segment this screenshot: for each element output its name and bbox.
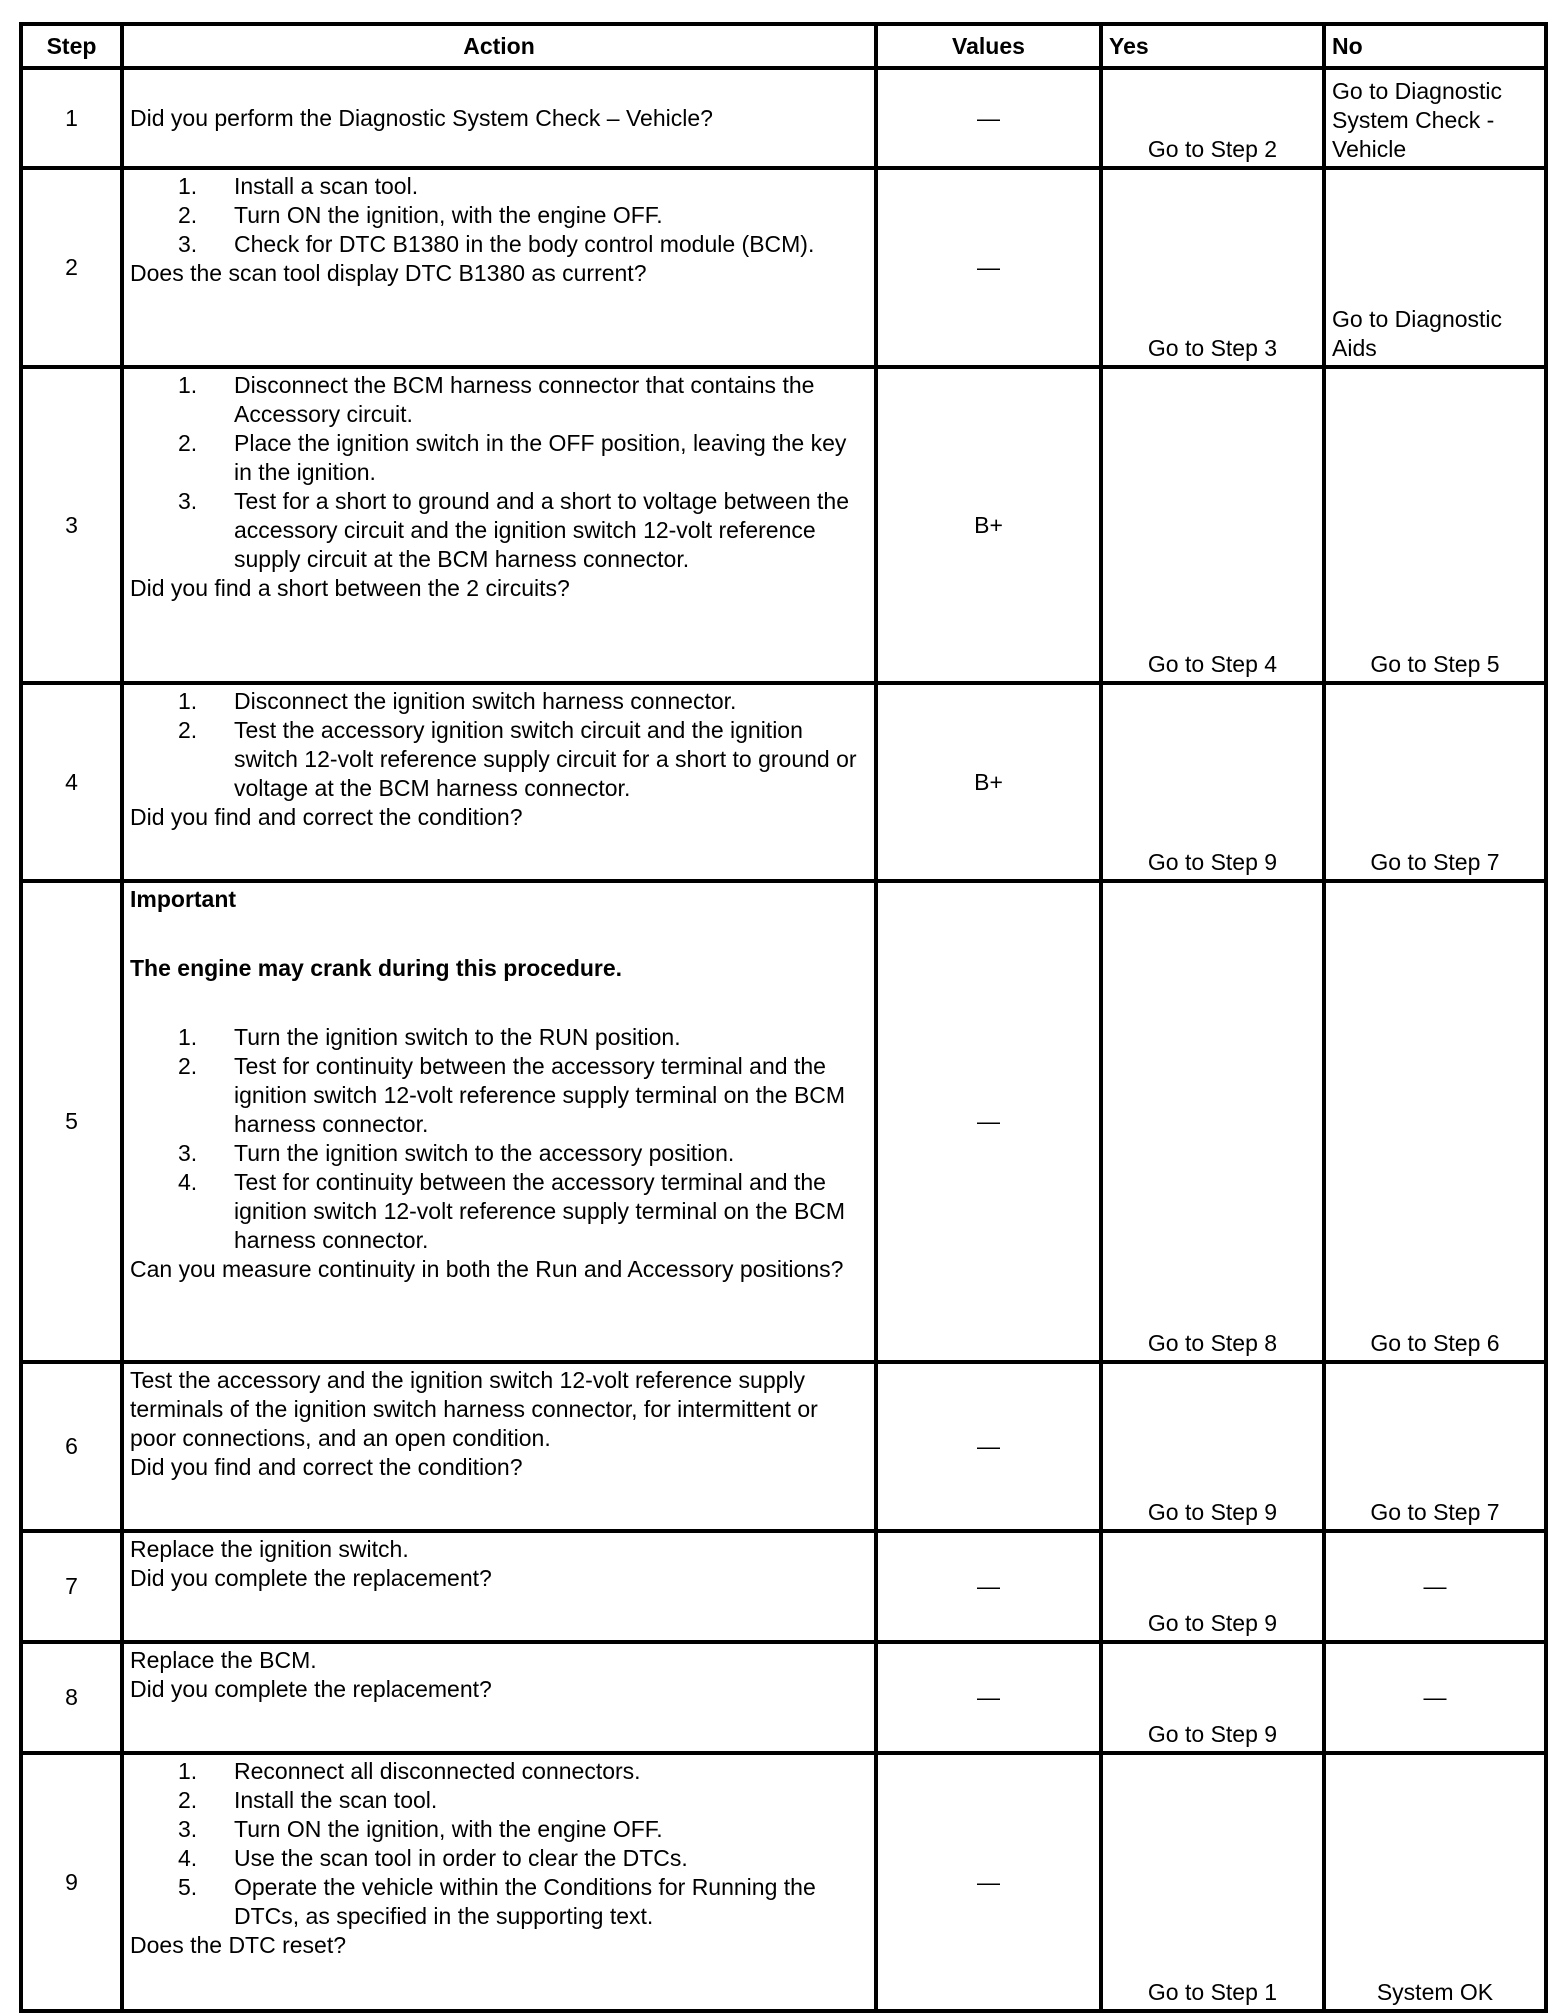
yes-cell: Go to Step 9 [1101, 683, 1324, 881]
substep-list [130, 1023, 868, 1255]
substep-list [130, 687, 868, 803]
values-cell: — [876, 881, 1101, 1362]
substep-text: Test the accessory ignition switch circuit and the ignition switch 12-volt reference supply circuit for a short to ground or voltage at the BCM harness connector. [234, 717, 857, 801]
no-cell: System OK [1324, 1753, 1546, 2011]
action-text: Replace the ignition switch. [130, 1536, 409, 1562]
action-question: Does the scan tool display DTC B1380 as current? [130, 260, 647, 286]
substep-text: Check for DTC B1380 in the body control module (BCM). [234, 231, 815, 257]
substep-number: 1. [178, 1024, 198, 1050]
action-cell [122, 367, 876, 683]
table-row [21, 1531, 1546, 1642]
no-cell: Go to Step 7 [1324, 1362, 1546, 1531]
substep-number: 2. [178, 1053, 198, 1079]
substep-number: 1. [178, 372, 198, 398]
step-number: 5 [21, 881, 122, 1362]
important-note: The engine may crank during this procedure. [130, 955, 623, 981]
substep-number: 1. [178, 1758, 198, 1784]
action-question: Did you complete the replacement? [130, 1676, 492, 1702]
substep-text: Test for continuity between the accessory terminal and the ignition switch 12-volt reference supply terminal on the BCM harness connector. [234, 1169, 846, 1253]
step-number: 8 [21, 1642, 122, 1753]
substep-number: 1. [178, 173, 198, 199]
values-cell: — [876, 168, 1101, 367]
values-cell: — [876, 1642, 1101, 1753]
action-cell [122, 168, 876, 367]
table-row [21, 1642, 1546, 1753]
substep-text: Reconnect all disconnected connectors. [234, 1758, 641, 1784]
list-item [130, 201, 868, 230]
step-number: 6 [21, 1362, 122, 1531]
substep-text: Turn the ignition switch to the RUN position. [234, 1024, 681, 1050]
action-cell [122, 1753, 876, 2011]
action-question: Did you find and correct the condition? [130, 1454, 523, 1480]
action-question: Does the DTC reset? [130, 1932, 347, 1958]
action-cell [122, 683, 876, 881]
step-number: 2 [21, 168, 122, 367]
substep-list [130, 371, 868, 574]
header-values: Values [876, 24, 1101, 68]
values-cell: B+ [876, 367, 1101, 683]
action-question: Can you measure continuity in both the Run and Accessory positions? [130, 1256, 844, 1282]
substep-text: Turn the ignition switch to the accessory position. [234, 1140, 735, 1166]
step-number: 7 [21, 1531, 122, 1642]
list-item [130, 230, 868, 259]
action-question: Did you complete the replacement? [130, 1565, 492, 1591]
substep-number: 3. [178, 231, 198, 257]
substep-number: 1. [178, 688, 198, 714]
substep-number: 2. [178, 1787, 198, 1813]
values-cell: — [876, 1753, 1101, 2011]
substep-text: Use the scan tool in order to clear the DTCs. [234, 1845, 688, 1871]
header-no: No [1324, 24, 1546, 68]
table-row [21, 683, 1546, 881]
header-action: Action [122, 24, 876, 68]
no-cell: Go to Step 6 [1324, 881, 1546, 1362]
list-item [130, 1786, 868, 1815]
table-row [21, 1362, 1546, 1531]
yes-cell: Go to Step 1 [1101, 1753, 1324, 2011]
yes-cell: Go to Step 9 [1101, 1362, 1324, 1531]
important-label: Important [130, 886, 237, 912]
action-question: Did you find and correct the condition? [130, 804, 523, 830]
list-item [130, 429, 868, 487]
list-item [130, 1168, 868, 1255]
list-item [130, 716, 868, 803]
substep-number: 2. [178, 202, 198, 228]
action-text: Test the accessory and the ignition switch 12-volt reference supply terminals of the ignition switch harness connector, for intermittent or poor connections, and an open condition. [130, 1367, 818, 1451]
substep-number: 3. [178, 488, 198, 514]
list-item [130, 172, 868, 201]
list-item [130, 1052, 868, 1139]
action-question: Did you perform the Diagnostic System Check – Vehicle? [130, 104, 713, 131]
no-cell: Go to Step 7 [1324, 683, 1546, 881]
action-cell [122, 1642, 876, 1753]
header-yes: Yes [1101, 24, 1324, 68]
list-item [130, 1139, 868, 1168]
substep-number: 5. [178, 1874, 198, 1900]
yes-cell: Go to Step 4 [1101, 367, 1324, 683]
list-item [130, 371, 868, 429]
step-number: 4 [21, 683, 122, 881]
no-cell: Go to Diagnostic System Check - Vehicle [1324, 68, 1546, 168]
header-step: Step [21, 24, 122, 68]
action-cell [122, 1531, 876, 1642]
values-cell: B+ [876, 683, 1101, 881]
yes-cell: Go to Step 9 [1101, 1642, 1324, 1753]
table-row [21, 1753, 1546, 2011]
yes-cell: Go to Step 3 [1101, 168, 1324, 367]
substep-list [130, 172, 868, 259]
table-row [21, 168, 1546, 367]
values-cell: — [876, 1362, 1101, 1531]
no-cell: — [1324, 1531, 1546, 1642]
header-row [21, 24, 1546, 68]
substep-text: Operate the vehicle within the Conditions for Running the DTCs, as specified in the supporting text. [234, 1874, 816, 1929]
substep-number: 2. [178, 430, 198, 456]
substep-text: Turn ON the ignition, with the engine OFF. [234, 202, 663, 228]
substep-number: 3. [178, 1816, 198, 1842]
no-cell: — [1324, 1642, 1546, 1753]
substep-number: 4. [178, 1169, 198, 1195]
step-number: 1 [21, 68, 122, 168]
list-item [130, 687, 868, 716]
substep-number: 3. [178, 1140, 198, 1166]
table-row [21, 68, 1546, 168]
no-cell: Go to Step 5 [1324, 367, 1546, 683]
substep-number: 4. [178, 1845, 198, 1871]
yes-cell: Go to Step 2 [1101, 68, 1324, 168]
list-item [130, 487, 868, 574]
step-number: 9 [21, 1753, 122, 2011]
substep-text: Turn ON the ignition, with the engine OFF. [234, 1816, 663, 1842]
values-cell: — [876, 68, 1101, 168]
substep-number: 2. [178, 717, 198, 743]
table-row [21, 881, 1546, 1362]
substep-text: Test for continuity between the accessory terminal and the ignition switch 12-volt reference supply terminal on the BCM harness connector. [234, 1053, 846, 1137]
list-item [130, 1023, 868, 1052]
substep-text: Install a scan tool. [234, 173, 419, 199]
substep-list [130, 1757, 868, 1931]
yes-cell: Go to Step 8 [1101, 881, 1324, 1362]
substep-text: Test for a short to ground and a short to voltage between the accessory circuit and the ignition switch 12-volt reference supply circuit at the BCM harness connector. [234, 488, 850, 572]
table-row [21, 367, 1546, 683]
action-question: Did you find a short between the 2 circuits? [130, 575, 570, 601]
substep-text: Place the ignition switch in the OFF position, leaving the key in the ignition. [234, 430, 847, 485]
diagnostic-table [19, 22, 1548, 2013]
list-item [130, 1844, 868, 1873]
list-item [130, 1815, 868, 1844]
list-item [130, 1757, 868, 1786]
no-cell: Go to Diagnostic Aids [1324, 168, 1546, 367]
substep-text: Disconnect the BCM harness connector that contains the Accessory circuit. [234, 372, 815, 427]
substep-text: Disconnect the ignition switch harness connector. [234, 688, 737, 714]
action-text: Replace the BCM. [130, 1647, 317, 1673]
list-item [130, 1873, 868, 1931]
step-number: 3 [21, 367, 122, 683]
action-cell [122, 881, 876, 1362]
values-cell: — [876, 1531, 1101, 1642]
action-cell [122, 1362, 876, 1531]
yes-cell: Go to Step 9 [1101, 1531, 1324, 1642]
substep-text: Install the scan tool. [234, 1787, 438, 1813]
action-cell [122, 68, 876, 168]
